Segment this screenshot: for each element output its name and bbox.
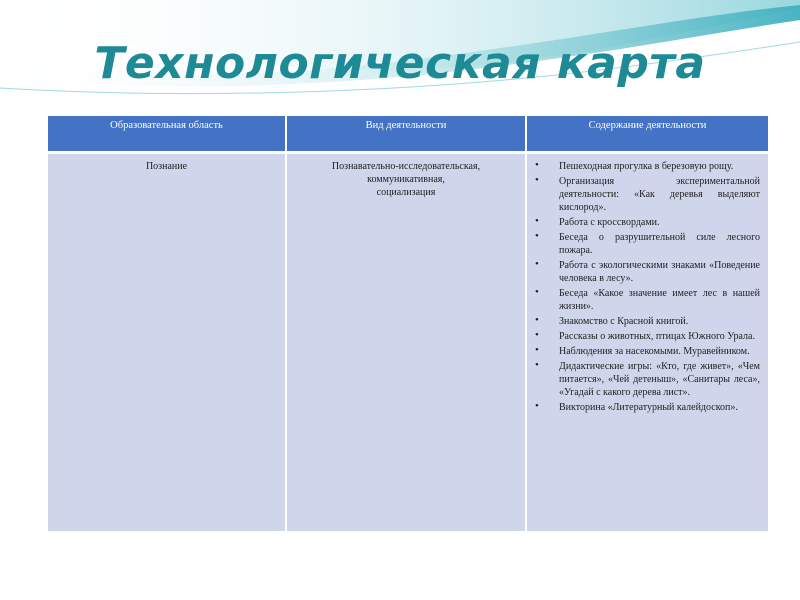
activity-type-line: Познавательно-исследовательская, <box>331 161 481 172</box>
table-header-row <box>48 116 768 153</box>
activity-text: Наблюдения за насекомыми. Муравейником. <box>559 346 750 357</box>
column-header-area: Образовательная область <box>48 116 286 153</box>
list-item <box>531 401 764 414</box>
activity-text: Организация экспериментальной деятельности: «Как деревья выделяют кислород». <box>559 176 760 213</box>
bullet-icon: • <box>535 359 539 371</box>
table-row <box>48 153 768 531</box>
bullet-icon: • <box>535 174 539 186</box>
cell-educational-area: Познание <box>48 153 286 531</box>
bullet-icon: • <box>535 286 539 298</box>
cell-activity-content <box>526 153 768 531</box>
list-item <box>531 231 764 257</box>
activity-list <box>531 160 764 414</box>
column-header-activity-type: Вид деятельности <box>286 116 526 153</box>
activity-text: Работа с экологическими знаками «Поведение человека в лесу». <box>559 260 760 284</box>
activity-text: Пешеходная прогулка в березовую рощу. <box>559 161 734 172</box>
list-item <box>531 216 764 229</box>
activity-type-line: социализация <box>376 187 436 198</box>
list-item <box>531 330 764 343</box>
bullet-icon: • <box>535 258 539 270</box>
bullet-icon: • <box>535 344 539 356</box>
column-header-activity-content: Содержание деятельности <box>526 116 768 153</box>
activity-type-line: коммуникативная, <box>367 174 445 185</box>
list-item <box>531 287 764 313</box>
page-title: Технологическая карта <box>94 38 706 89</box>
bullet-icon: • <box>535 230 539 242</box>
activity-text: Викторина «Литературный калейдоскоп». <box>559 402 738 413</box>
list-item <box>531 345 764 358</box>
activity-text: Работа с кроссвордами. <box>559 217 660 228</box>
bullet-icon: • <box>535 329 539 341</box>
technology-map-table <box>48 116 768 531</box>
list-item <box>531 315 764 328</box>
bullet-icon: • <box>535 215 539 227</box>
activity-text: Знакомство с Красной книгой. <box>559 316 689 327</box>
bullet-icon: • <box>535 400 539 412</box>
activity-text: Беседа «Какое значение имеет лес в нашей жизни». <box>559 288 760 312</box>
list-item <box>531 175 764 214</box>
bullet-icon: • <box>535 159 539 171</box>
bullet-icon: • <box>535 314 539 326</box>
activity-text: Рассказы о животных, птицах Южного Урала. <box>559 331 755 342</box>
activity-text: Беседа о разрушительной силе лесного пожара. <box>559 232 760 256</box>
activity-text: Дидактические игры: «Кто, где живет», «Чем питается», «Чей детеныш», «Санитары леса», «Угадай с какого дерева лист». <box>559 361 760 398</box>
cell-activity-types <box>286 153 526 531</box>
list-item <box>531 259 764 285</box>
list-item <box>531 360 764 399</box>
list-item <box>531 160 764 173</box>
